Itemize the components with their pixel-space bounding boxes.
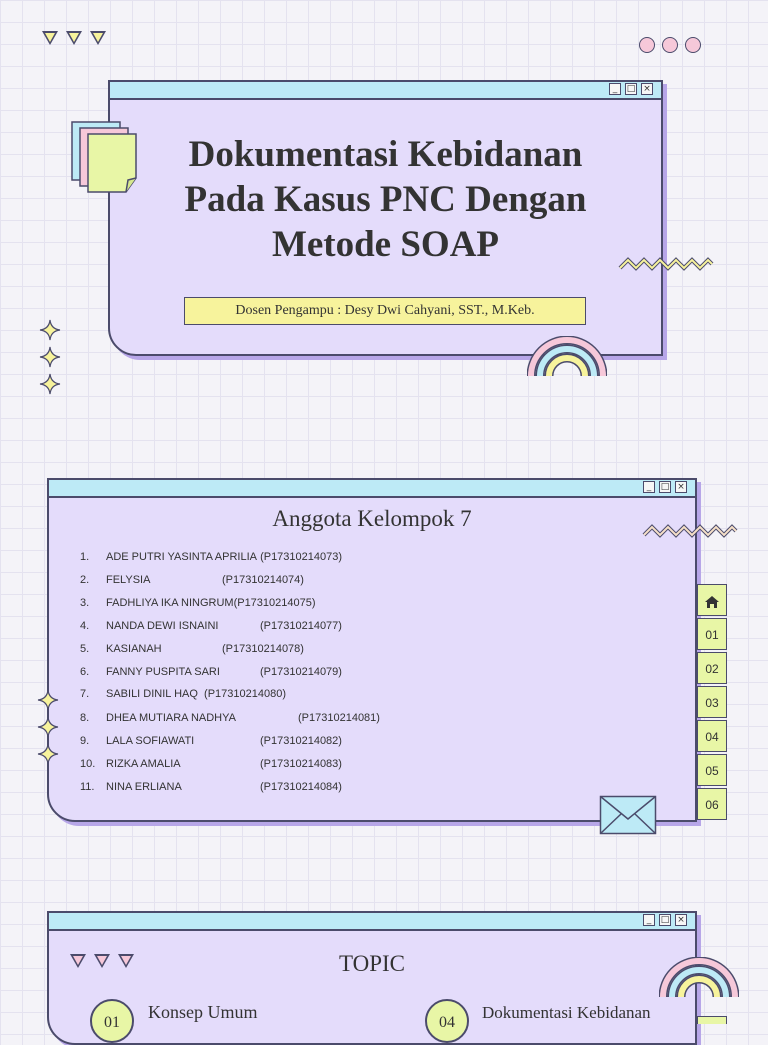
item-number: 11. [80,781,95,793]
window-titlebar [49,913,695,931]
title-slide-window [108,80,663,356]
member-id: (P17310214078) [222,643,304,655]
member-name: SABILI DINIL HAQ [106,688,198,700]
close-icon[interactable]: × [675,914,687,926]
list-item [80,666,342,678]
member-id: (P17310214079) [260,666,342,678]
member-name: DHEA MUTIARA NADHYA [106,712,236,724]
item-number: 2. [80,574,90,586]
close-icon[interactable]: × [675,481,687,493]
member-name: KASIANAH [106,643,162,655]
tab-04[interactable]: 04 [697,720,727,752]
member-name: LALA SOFIAWATI [106,735,195,747]
topic-number: 01 [104,1014,120,1031]
item-number: 7. [80,688,90,700]
member-name: FANNY PUSPITA SARI [106,666,220,678]
list-item [80,712,380,724]
item-number: 9. [80,735,90,747]
triangle-icon [118,954,134,968]
list-item [80,574,304,586]
zigzag-icon [642,523,738,541]
window-titlebar [49,480,695,498]
list-item [80,735,342,747]
tab-home[interactable] [697,1016,727,1024]
member-id: (P17310214084) [260,781,342,793]
list-item [80,781,342,793]
triangle-icon [90,31,106,45]
list-item [80,551,342,563]
maximize-icon[interactable]: □ [660,482,670,492]
home-icon [704,595,720,609]
circle-icon [662,37,678,53]
rainbow-icon [527,336,607,378]
list-item [80,688,286,700]
member-id: (P17310214077) [260,620,342,632]
member-name: RIZKA AMALIA [106,758,181,770]
envelope-icon [599,795,657,835]
triangle-icon [70,954,86,968]
member-id: (P17310214073) [260,551,343,563]
close-icon[interactable]: × [641,83,653,95]
title-line: Metode SOAP [271,224,500,265]
title-line: Dokumentasi Kebidanan [188,134,583,175]
member-id: (P17310214082) [260,735,342,747]
window-titlebar [110,82,661,100]
zigzag-icon [618,256,714,274]
lecturer-text: Dosen Pengampu : Desy Dwi Cahyani, SST., M.Keb. [235,303,535,318]
item-number: 6. [80,666,90,678]
tab-home[interactable] [697,584,727,616]
tab-02[interactable]: 02 [697,652,727,684]
member-name: ADE PUTRI YASINTA APRILIA [106,551,257,563]
member-id: (P17310214083) [260,758,342,770]
sparkle-icon [36,688,60,768]
tab-03[interactable]: 03 [697,686,727,718]
topic-title: TOPIC [338,951,406,976]
member-id: (P17310214075) [233,597,316,609]
rainbow-icon [659,957,739,999]
member-name: FELYSIA [106,574,151,586]
item-number: 10. [80,758,96,770]
circle-icon [639,37,655,53]
triangle-icon [94,954,110,968]
list-item [80,620,342,632]
topic-slide-window [47,911,697,1045]
slide-title [110,132,661,267]
list-item [80,597,316,609]
tab-01[interactable]: 01 [697,618,727,650]
members-title: Anggota Kelompok 7 [272,506,472,531]
member-id: (P17310214081) [298,712,380,724]
minimize-icon[interactable]: _ [643,914,655,926]
list-item [80,758,342,770]
topic-number: 04 [439,1014,455,1031]
list-item [80,643,304,655]
topic-number-badge [425,999,469,1043]
topic-number-badge [90,999,134,1043]
topic-label[interactable]: Dokumentasi Kebidanan [482,1003,651,1022]
member-name: NANDA DEWI ISNAINI [106,620,219,632]
minimize-icon[interactable]: _ [609,83,621,95]
member-name: FADHLIYA IKA NINGRUM [106,597,234,609]
item-number: 8. [80,712,90,724]
item-number: 3. [80,597,90,609]
minimize-icon[interactable]: _ [643,481,655,493]
item-number: 5. [80,643,90,655]
title-line: Pada Kasus PNC Dengan [184,179,587,220]
circle-icon [685,37,701,53]
sticky-notes-icon [70,120,140,196]
tab-05[interactable]: 05 [697,754,727,786]
item-number: 1. [80,551,90,563]
maximize-icon[interactable]: □ [626,84,636,94]
member-id: (P17310214080) [204,688,286,700]
member-name: NINA ERLIANA [106,781,182,793]
triangle-icon [66,31,82,45]
lecturer-label [184,297,586,325]
topic-label[interactable]: Konsep Umum [148,1002,258,1022]
triangle-icon [42,31,58,45]
sparkle-icon [38,318,62,398]
item-number: 4. [80,620,90,632]
member-id: (P17310214074) [222,574,304,586]
maximize-icon[interactable]: □ [660,915,670,925]
tab-06[interactable]: 06 [697,788,727,820]
